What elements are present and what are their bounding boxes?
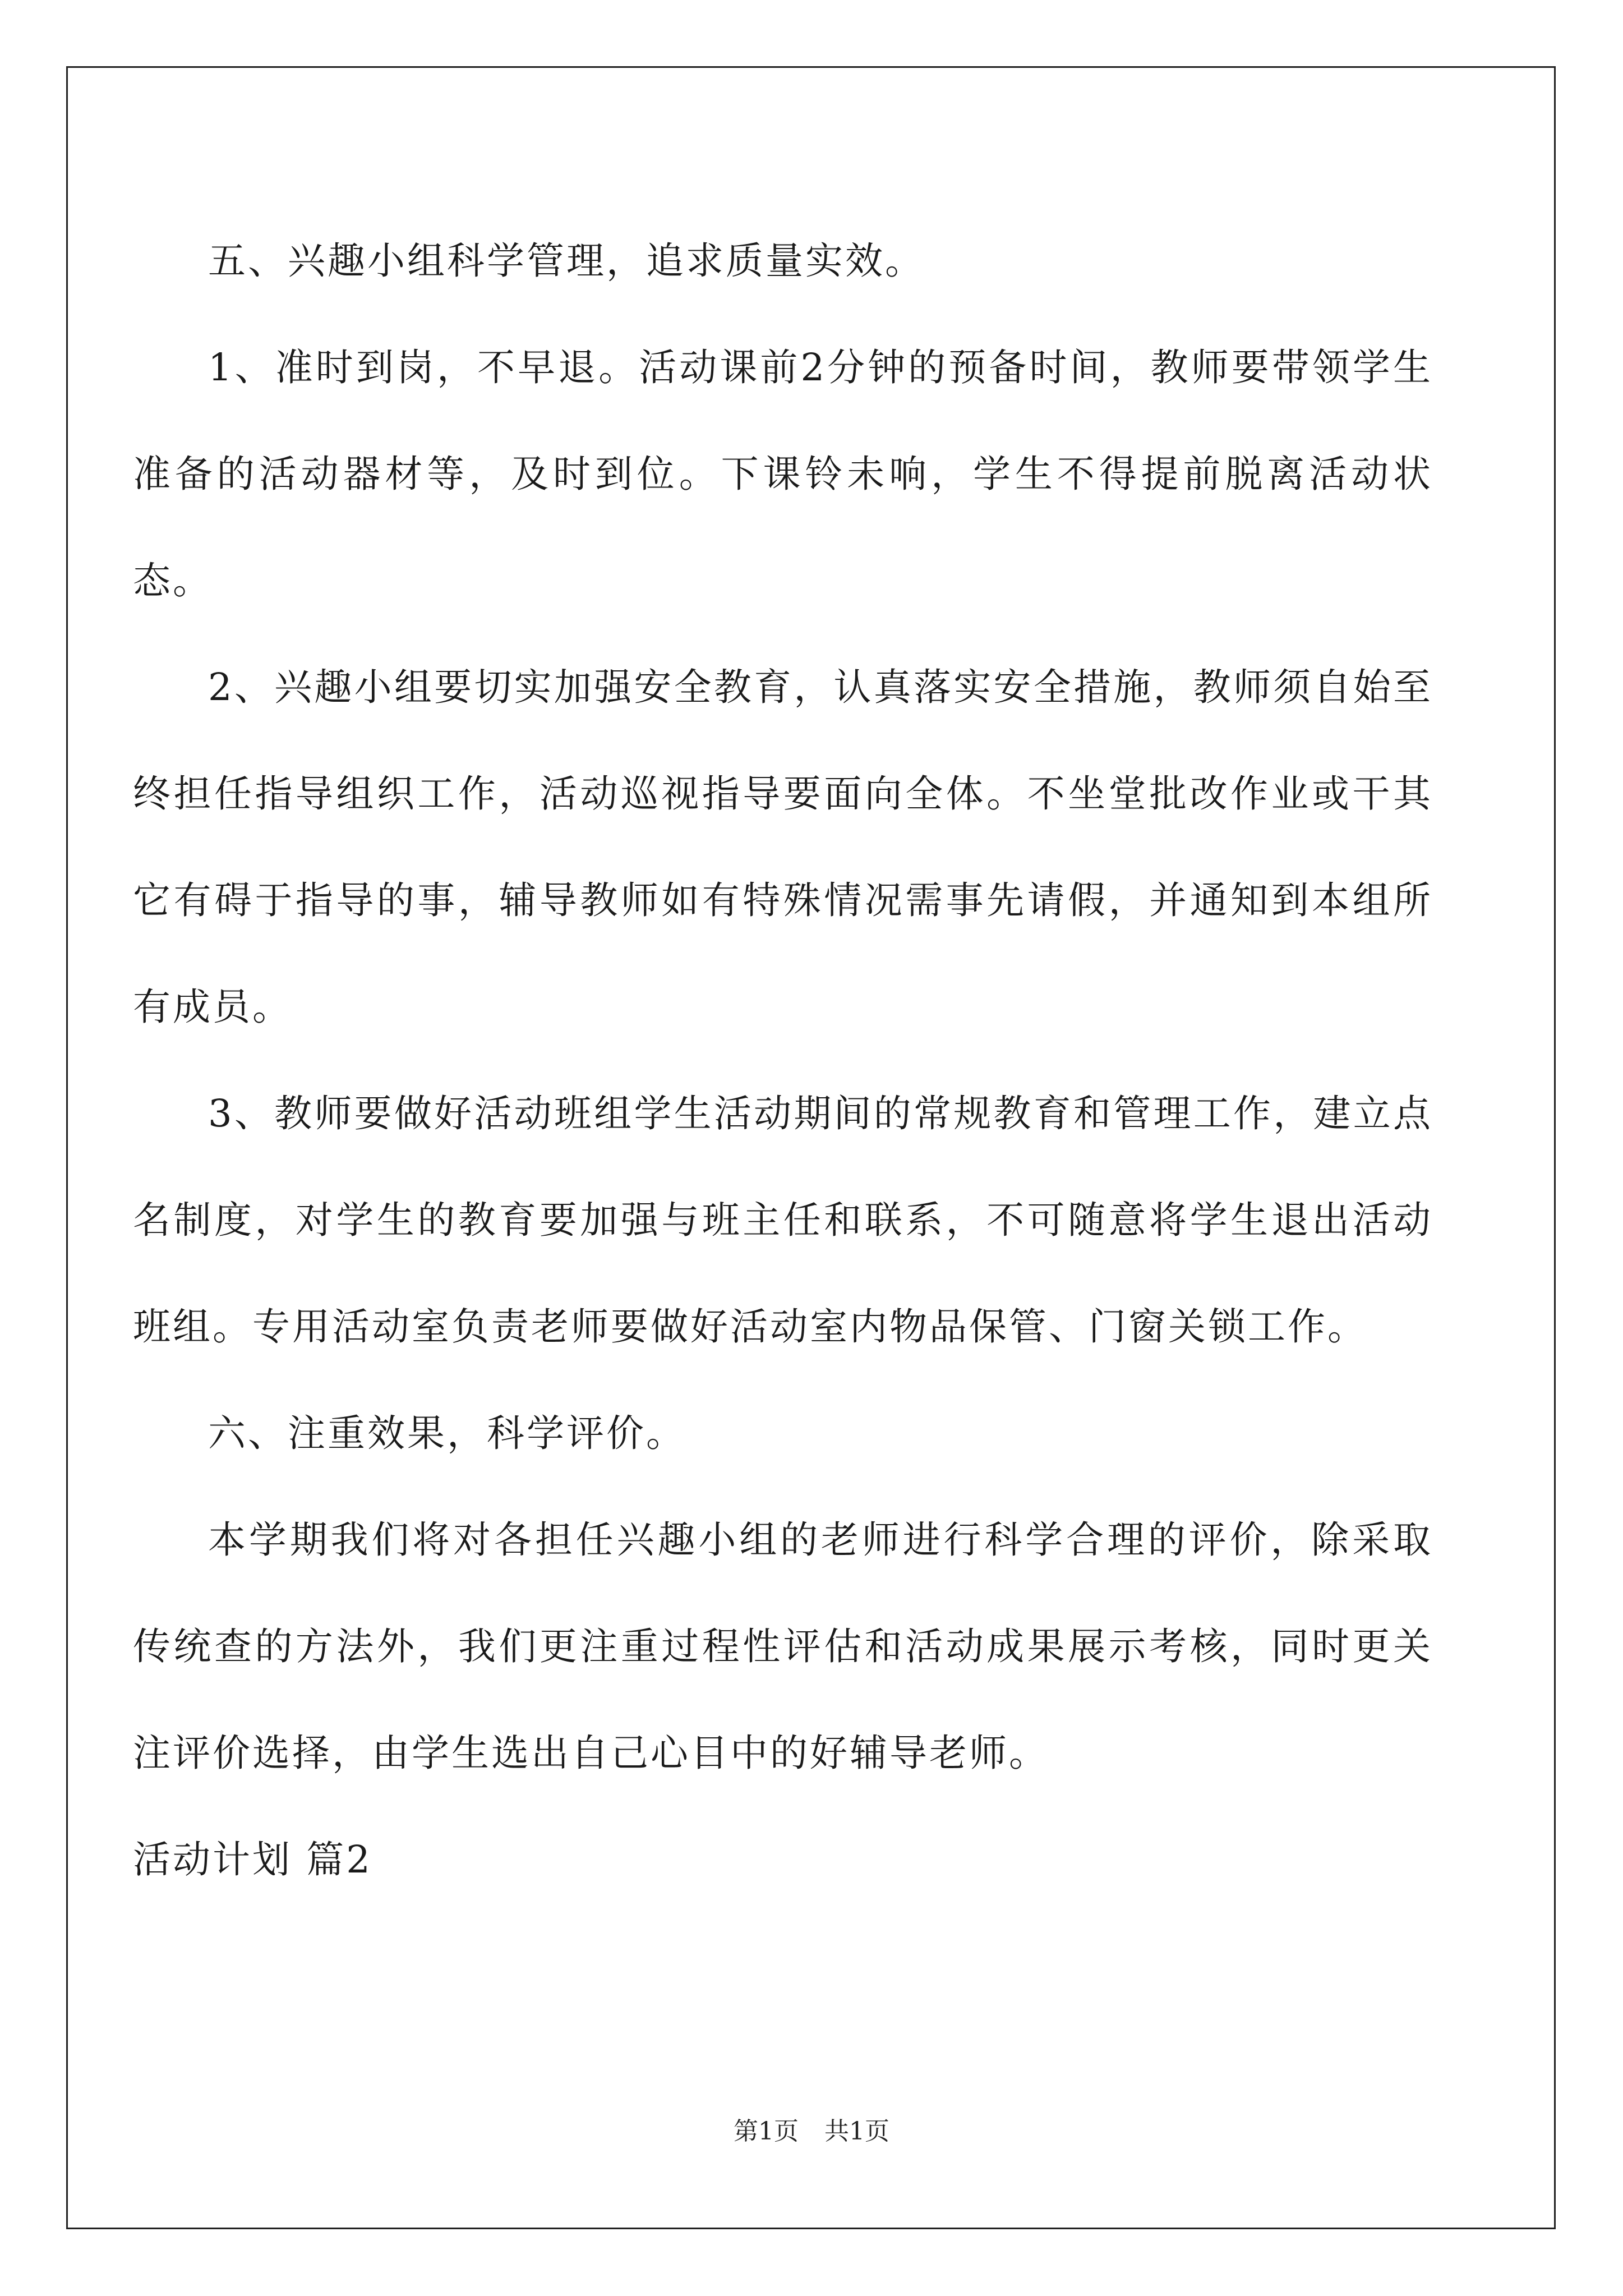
- section-heading-five: 五、兴趣小组科学管理，追求质量实效。: [208, 239, 925, 283]
- paragraph-item-3: 3、教师要做好活动班组学生活动期间的常规教育和管理工作，建立点名制度，对学生的教育要加强与班主任和联系，不可随意将学生退出活动班组。专用活动室负责老师要做好活动室内物品保管、门窗关锁工作。: [133, 1092, 1433, 1349]
- article-heading: 活动计划 篇2: [133, 1838, 372, 1881]
- paragraph-item-1: 1、准时到岗，不早退。活动课前2分钟的预备时间，教师要带领学生准备的活动器材等，及时到位。下课铃未响，学生不得提前脱离活动状态。: [133, 346, 1433, 602]
- paragraph-evaluation: 本学期我们将对各担任兴趣小组的老师进行科学合理的评价，除采取传统查的方法外，我们更注重过程性评估和活动成果展示考核，同时更关注评价选择，由学生选出自己心目中的好辅导老师。: [133, 1518, 1433, 1775]
- document-body: [133, 208, 1433, 1913]
- page-footer: [0, 2115, 1623, 2148]
- page-total: 共1页: [824, 2117, 889, 2146]
- page-number: 第1页: [734, 2117, 799, 2146]
- section-heading-six: 六、注重效果，科学评价。: [208, 1411, 686, 1455]
- paragraph-item-2: 2、兴趣小组要切实加强安全教育，认真落实安全措施，教师须自始至终担任指导组织工作，活动巡视指导要面向全体。不坐堂批改作业或干其它有碍于指导的事，辅导教师如有特殊情况需事先请假，并通知到本组所有成员。: [133, 665, 1433, 1029]
